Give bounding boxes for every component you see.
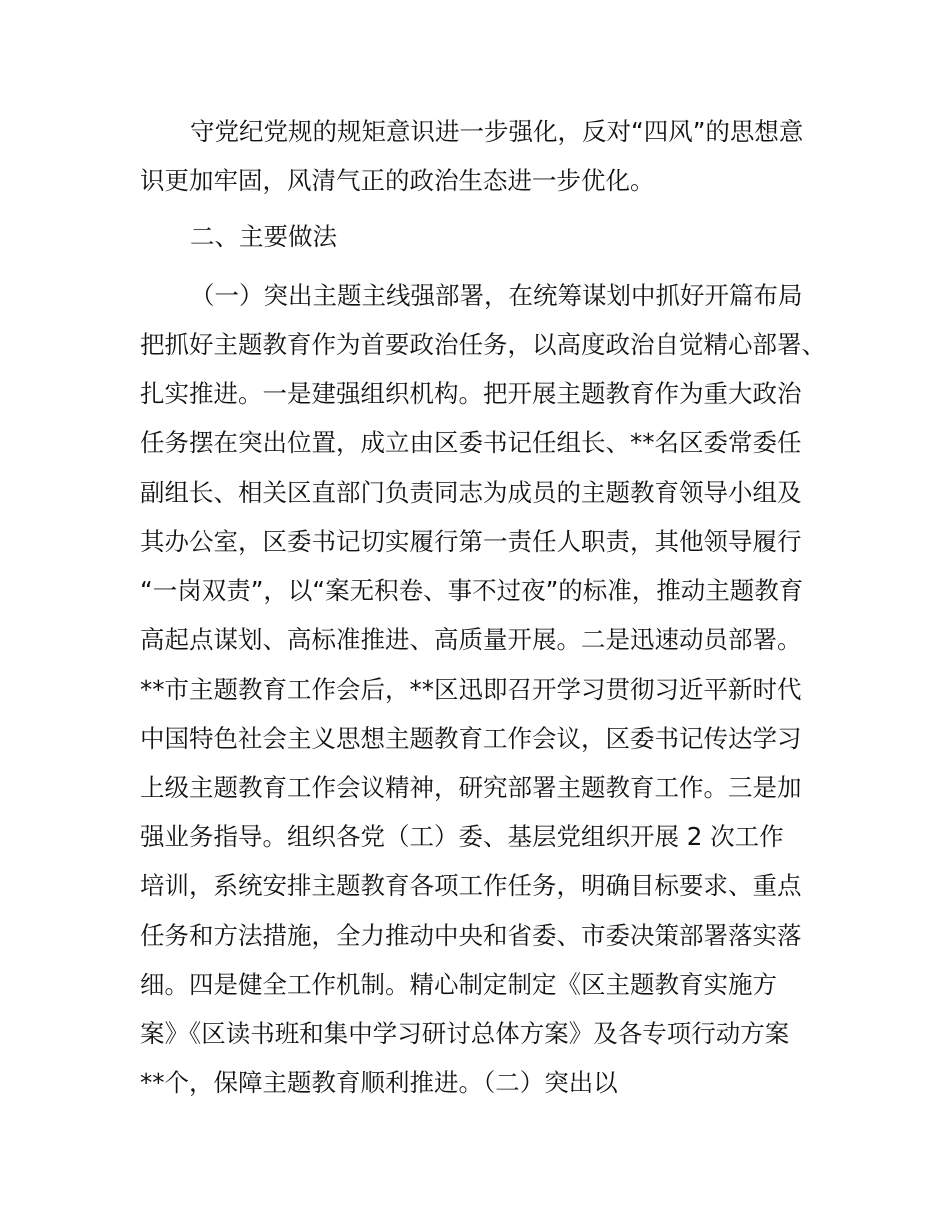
text-line-14: 上级主题教育工作会议精神，研究部署主题教育工作。三是加 [140, 773, 802, 802]
text-line-9: 其办公室，区委书记切实履行第一责任人职责，其他领导履行 [140, 527, 802, 556]
text-line-5: 把抓好主题教育作为首要政治任务，以高度政治自觉精心部署、 [140, 330, 826, 359]
text-line-1: 守党纪党规的规矩意识进一步强化，反对“四风”的思想意 [190, 117, 804, 146]
text-line-7: 任务摆在突出位置，成立由区委书记任组长、**名区委常委任 [140, 428, 802, 457]
text-line-10: “一岗双责”，以“案无积卷、事不过夜”的标准，推动主题教育 [140, 576, 804, 605]
text-line-19: 案》《区读书班和集中学习研讨总体方案》及各专项行动方案 [140, 1019, 790, 1048]
text-line-12: **市主题教育工作会后，**区迅即召开学习贯彻习近平新时代 [140, 675, 802, 704]
subsection-heading: （一）突出主题主线强部署，在统筹谋划中抓好开篇布局 [190, 281, 803, 310]
text-line-8: 副组长、相关区直部门负责同志为成员的主题教育领导小组及 [140, 478, 802, 507]
text-line-13: 中国特色社会主义思想主题教育工作会议，区委书记传达学习 [140, 724, 802, 753]
text-line-11: 高起点谋划、高标准推进、高质量开展。二是迅速动员部署。 [140, 625, 802, 654]
text-line-15: 强业务指导。组织各党（工）委、基层党组织开展 2 次工作 [140, 822, 784, 851]
text-line-2: 识更加牢固，风清气正的政治生态进一步优化。 [140, 166, 655, 195]
text-line-6: 扎实推进。一是建强组织机构。把开展主题教育作为重大政治 [140, 379, 802, 408]
text-line-20: **个，保障主题教育顺利推进。（二）突出以 [140, 1068, 618, 1097]
text-line-17: 任务和方法措施，全力推动中央和省委、市委决策部署落实落 [140, 921, 802, 950]
section-heading: 二、主要做法 [190, 222, 337, 251]
text-line-18: 细。四是健全工作机制。精心制定制定《区主题教育实施方 [140, 970, 777, 999]
text-line-16: 培训，系统安排主题教育各项工作任务，明确目标要求、重点 [140, 871, 802, 900]
